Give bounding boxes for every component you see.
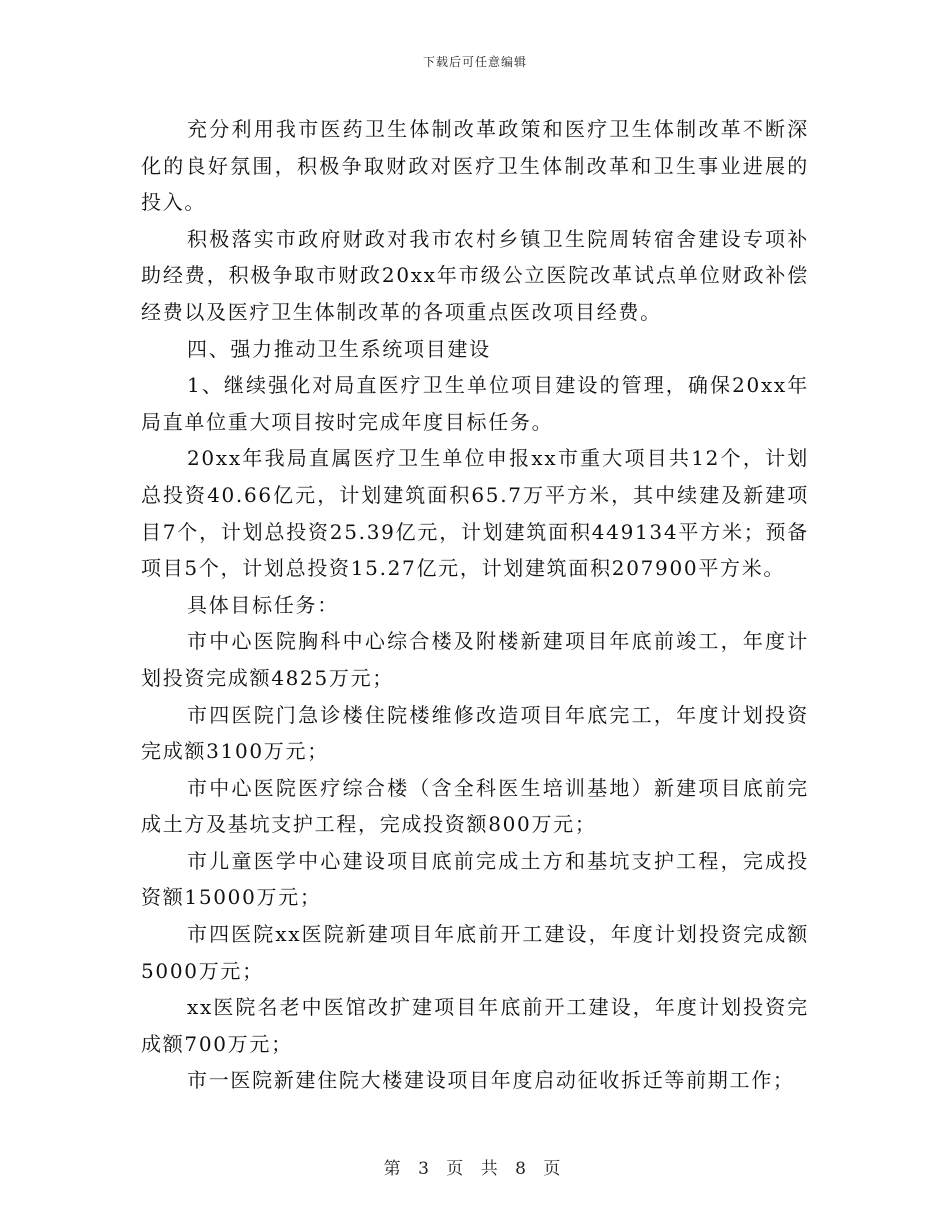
- page-header-note: 下载后可任意编辑: [422, 55, 527, 69]
- paragraph: 市四医院门急诊楼住院楼维修改造项目年底完工，年度计划投资完成额3100万元；: [141, 702, 809, 764]
- paragraph: 市中心医院胸科中心综合楼及附楼新建项目年底前竣工，年度计划投资完成额4825万元；: [141, 629, 809, 690]
- paragraph: 市儿童医学中心建设项目底前完成土方和基坑支护工程，完成投资额15000万元；: [141, 848, 809, 910]
- paragraph: 20xx年我局直属医疗卫生单位申报xx市重大项目共12个，计划总投资40.66亿元，计划建筑面积65.7万平方米，其中续建及新建项目7个，计划总投资25.39亿元，计划建筑面积449134平方米；预备项目5个，计划总投资15.27亿元，计划建筑面积207900平方米。: [141, 446, 809, 581]
- paragraph: xx医院名老中医馆改扩建项目年底前开工建设，年度计划投资完成额700万元；: [141, 995, 809, 1056]
- document-body: [141, 111, 809, 1099]
- paragraph: 充分利用我市医药卫生体制改革政策和医疗卫生体制改革不断深化的良好氛围，积极争取财政对医疗卫生体制改革和卫生事业进展的投入。: [141, 117, 809, 215]
- section-heading: 四、强力推动卫生系统项目建设: [187, 336, 491, 361]
- paragraph: 市一医院新建住院大楼建设项目年度启动征收拆迁等前期工作；: [187, 1068, 795, 1093]
- page-number-footer: 第 3 页 共 8 页: [383, 1159, 567, 1179]
- paragraph: 积极落实市政府财政对我市农村乡镇卫生院周转宿舍建设专项补助经费，积极争取市财政20xx年市级公立医院改革试点单位财政补偿经费以及医疗卫生体制改革的各项重点医改项目经费。: [141, 226, 809, 324]
- paragraph: 具体目标任务：: [187, 592, 339, 617]
- paragraph: 1、继续强化对局直医疗卫生单位项目建设的管理，确保20xx年局直单位重大项目按时完成年度目标任务。: [141, 373, 809, 434]
- paragraph: 市中心医院医疗综合楼（含全科医生培训基地）新建项目底前完成土方及基坑支护工程，完成投资额800万元；: [141, 775, 809, 837]
- paragraph: 市四医院xx医院新建项目年底前开工建设，年度计划投资完成额5000万元；: [141, 922, 809, 983]
